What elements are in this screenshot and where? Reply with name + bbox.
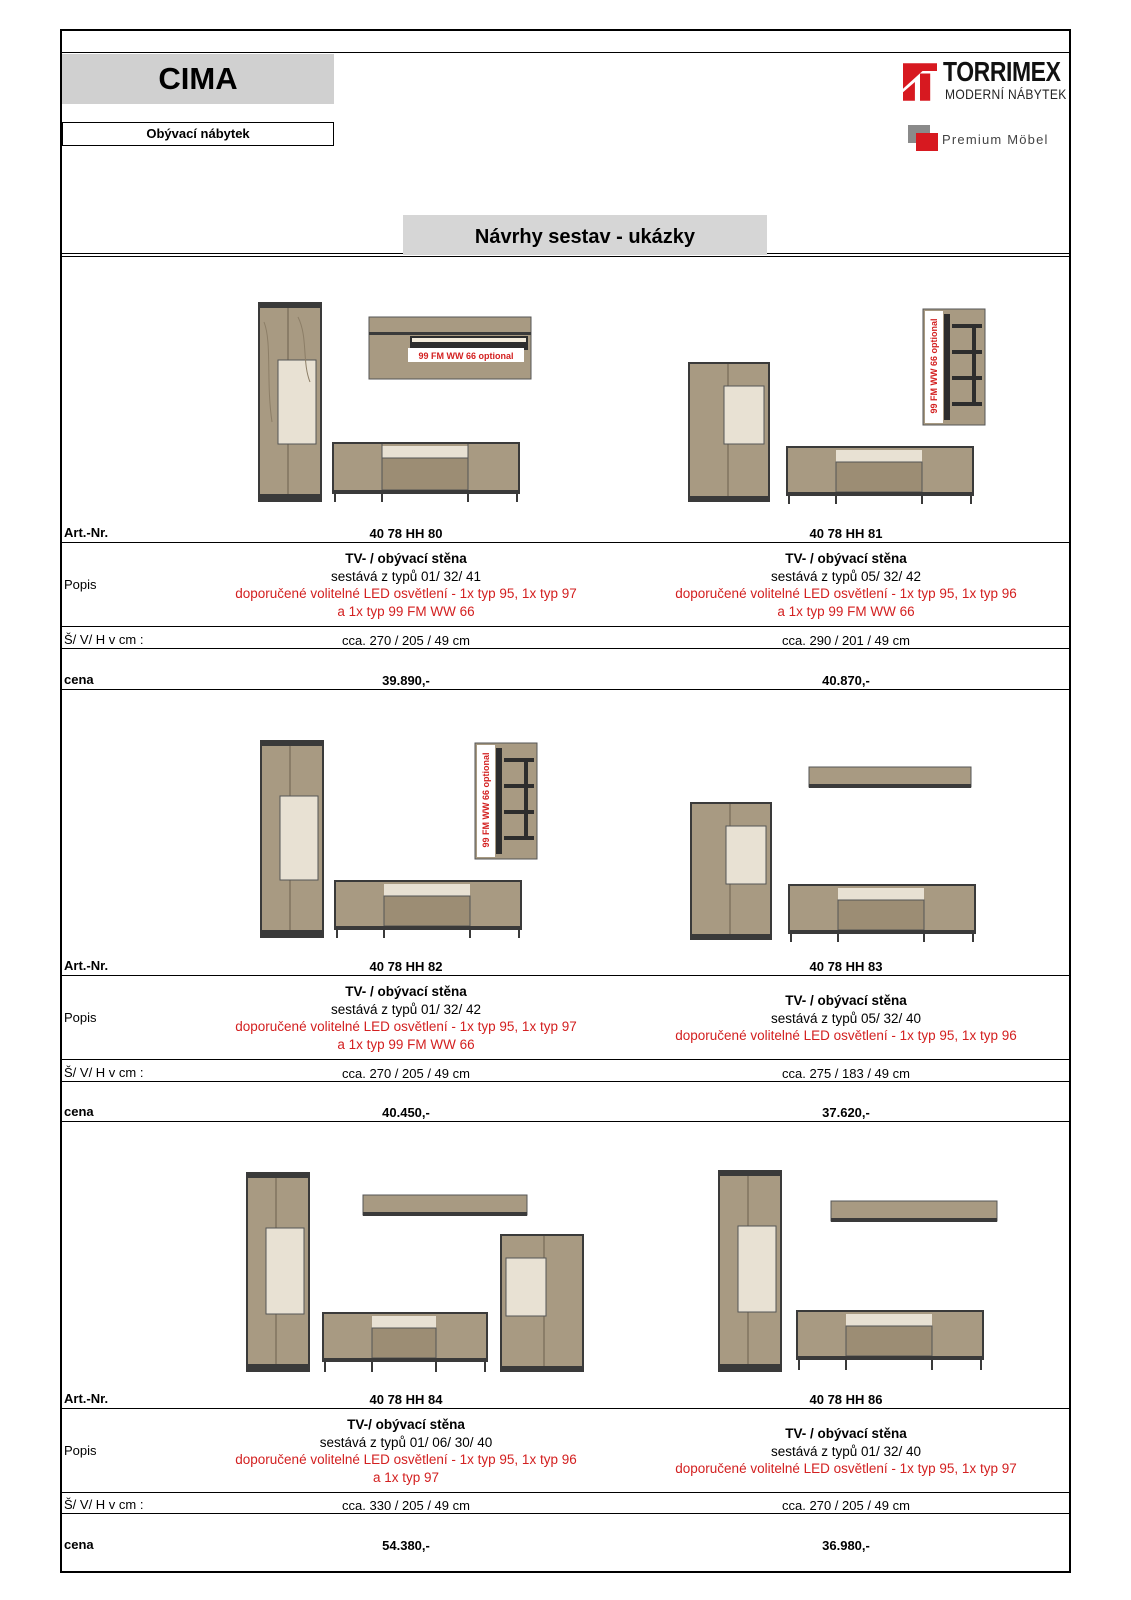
product-description [186, 983, 626, 1053]
led-recommendation-cont: a 1x typ 99 FM WW 66 [337, 1036, 475, 1052]
wall-board-illustration [362, 1194, 528, 1218]
art-nr-label: Art.-Nr. [64, 1391, 109, 1406]
price-label: cena [64, 672, 94, 687]
art-nr-value: 40 78 HH 81 [809, 526, 883, 541]
product-composition: sestává z typů 01/ 32/ 42 [330, 1001, 482, 1017]
product-description [186, 1416, 626, 1486]
product-description [626, 992, 1066, 1045]
vitrine-wide-illustration [688, 362, 770, 504]
product-description [626, 1425, 1066, 1478]
premium-label: Premium Möbel [942, 132, 1049, 147]
dims-value: cca. 290 / 201 / 49 cm [782, 633, 910, 648]
row-rule [62, 1059, 1069, 1060]
led-recommendation-cont: a 1x typ 99 FM WW 66 [337, 603, 475, 619]
row-rule [62, 1513, 1069, 1514]
price-value: 40.450,- [382, 1105, 430, 1120]
product-title: TV- / obývací stěna [785, 551, 907, 566]
product-title: TV- / obývací stěna [345, 551, 467, 566]
header-rule [62, 52, 1069, 53]
product-description [186, 550, 626, 620]
row-rule [62, 1081, 1069, 1082]
row-rule [62, 648, 1069, 649]
brand-title: CIMA [62, 54, 334, 104]
wall-shelf-illustration [368, 316, 532, 380]
dims-value: cca. 270 / 205 / 49 cm [782, 1498, 910, 1513]
popis-label: Popis [64, 577, 97, 592]
dims-label: Š/ V/ H v cm : [64, 1497, 144, 1512]
led-recommendation: doporučené volitelné LED osvětlení - 1x typ 95, 1x typ 96 [675, 1028, 1017, 1043]
dims-value: cca. 270 / 205 / 49 cm [342, 633, 470, 648]
wall-shelf-vertical-illustration [474, 742, 538, 860]
dims-value: cca. 330 / 205 / 49 cm [342, 1498, 470, 1513]
vitrine-tall-illustration [246, 1172, 310, 1374]
vitrine-wide-illustration [500, 1234, 584, 1374]
led-recommendation: doporučené volitelné LED osvětlení - 1x typ 95, 1x typ 97 [675, 1461, 1017, 1476]
product-title: TV- / obývací stěna [785, 993, 907, 1008]
art-nr-value: 40 78 HH 82 [369, 959, 443, 974]
product-composition: sestává z typů 05/ 32/ 42 [770, 568, 922, 584]
product-composition: sestává z typů 01/ 06/ 30/ 40 [319, 1434, 493, 1450]
price-value: 39.890,- [382, 673, 430, 688]
led-recommendation-cont: a 1x typ 97 [372, 1469, 440, 1485]
price-value: 36.980,- [822, 1538, 870, 1553]
popis-label: Popis [64, 1443, 97, 1458]
product-description [626, 550, 1066, 620]
price-value: 40.870,- [822, 673, 870, 688]
art-nr-value: 40 78 HH 86 [809, 1392, 883, 1407]
logo-tagline: MODERNÍ NÁBYTEK [945, 86, 1067, 102]
product-composition: sestává z typů 01/ 32/ 41 [330, 568, 482, 584]
dims-value: cca. 275 / 183 / 49 cm [782, 1066, 910, 1081]
vitrine-wide-illustration [690, 802, 772, 942]
row-rule [62, 626, 1069, 627]
wall-board-illustration [808, 766, 972, 790]
torrimex-logo-icon [903, 60, 937, 104]
price-label: cena [64, 1104, 94, 1119]
optional-led-label: 99 FM WW 66 optional [481, 752, 491, 848]
category-label: Obývací nábytek [62, 122, 334, 146]
vitrine-tall-illustration [258, 302, 322, 504]
optional-led-label: 99 FM WW 66 optional [929, 318, 939, 414]
tv-board-illustration [788, 884, 976, 944]
premium-icon [908, 125, 938, 151]
tv-board-illustration [322, 1312, 488, 1374]
tv-board-illustration [796, 1310, 984, 1372]
dims-value: cca. 270 / 205 / 49 cm [342, 1066, 470, 1081]
product-composition: sestává z typů 05/ 32/ 40 [770, 1010, 922, 1026]
row-rule [62, 1121, 1069, 1122]
vitrine-tall-illustration [718, 1170, 782, 1374]
led-recommendation: doporučené volitelné LED osvětlení - 1x typ 95, 1x typ 96 [235, 1452, 577, 1467]
art-nr-label: Art.-Nr. [64, 958, 109, 973]
wall-shelf-vertical-illustration [922, 308, 986, 426]
popis-label: Popis [64, 1010, 97, 1025]
row-rule [62, 975, 1069, 976]
dims-label: Š/ V/ H v cm : [64, 1065, 144, 1080]
tv-board-illustration [786, 446, 974, 506]
tv-board-illustration [334, 880, 522, 940]
art-nr-value: 40 78 HH 80 [369, 526, 443, 541]
row-rule [62, 1408, 1069, 1409]
product-composition: sestává z typů 01/ 32/ 40 [770, 1443, 922, 1459]
section-title: Návrhy sestav - ukázky [403, 215, 767, 255]
price-value: 37.620,- [822, 1105, 870, 1120]
led-recommendation: doporučené volitelné LED osvětlení - 1x typ 95, 1x typ 97 [235, 586, 577, 601]
optional-led-label: 99 FM WW 66 optional [418, 351, 514, 361]
led-recommendation: doporučené volitelné LED osvětlení - 1x typ 95, 1x typ 97 [235, 1019, 577, 1034]
art-nr-value: 40 78 HH 83 [809, 959, 883, 974]
art-nr-label: Art.-Nr. [64, 525, 109, 540]
row-rule [62, 1492, 1069, 1493]
led-recommendation-cont: a 1x typ 99 FM WW 66 [777, 603, 915, 619]
led-recommendation: doporučené volitelné LED osvětlení - 1x typ 95, 1x typ 96 [675, 586, 1017, 601]
product-title: TV- / obývací stěna [345, 984, 467, 999]
product-title: TV- / obývací stěna [785, 1426, 907, 1441]
section-rule [62, 256, 1069, 257]
dims-label: Š/ V/ H v cm : [64, 632, 144, 647]
product-title: TV-/ obývací stěna [347, 1417, 465, 1432]
vitrine-tall-illustration [260, 740, 324, 940]
row-rule [62, 689, 1069, 690]
logo-name: TORRIMEX [943, 56, 1061, 87]
tv-board-illustration [332, 442, 520, 504]
row-rule [62, 542, 1069, 543]
price-label: cena [64, 1537, 94, 1552]
wall-board-illustration [830, 1200, 998, 1224]
price-value: 54.380,- [382, 1538, 430, 1553]
art-nr-value: 40 78 HH 84 [369, 1392, 443, 1407]
